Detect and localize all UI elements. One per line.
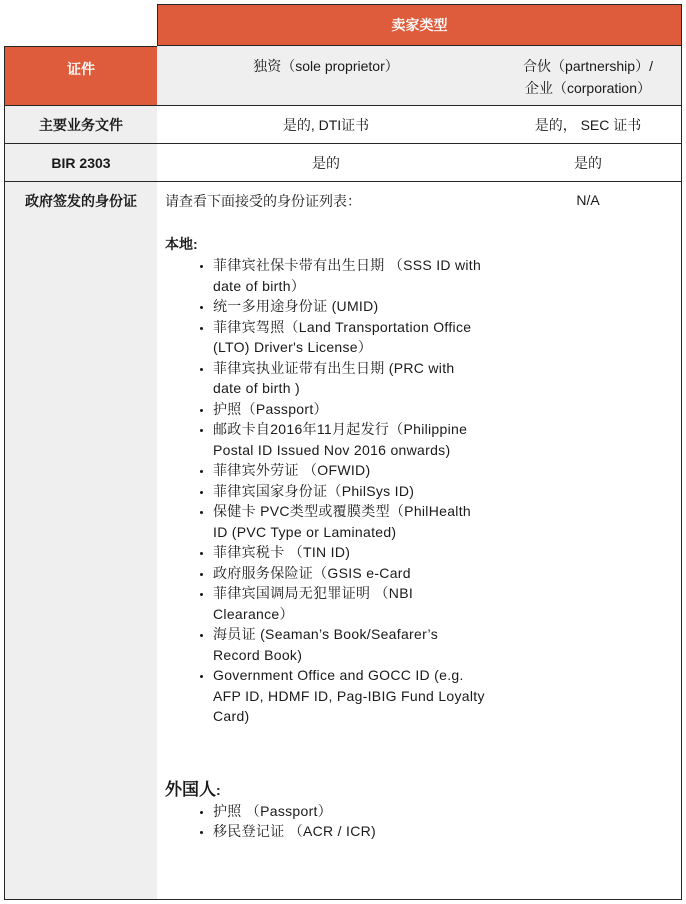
foreign-title: 外国人 — [165, 779, 216, 799]
local-id-item: • 菲律宾国家身份证（PhilSys ID) — [213, 481, 487, 502]
local-id-item: • 邮政卡自2016年11月起发行（Philippine Postal ID Issued Nov 2016 onwards) — [213, 419, 487, 460]
partnership-header — [495, 46, 682, 106]
local-id-item: • 保健卡 PVC类型或覆膜类型（PhilHealth ID (PVC Type or Laminated) — [213, 501, 487, 542]
foreign-title-row — [165, 779, 487, 801]
bir-label-text: BIR 2303 — [51, 154, 111, 171]
main-doc-corp — [495, 106, 682, 144]
local-title: 本地: — [165, 236, 198, 252]
sole-proprietor-header-text: 独资（sole proprietor） — [253, 58, 399, 74]
local-id-item: • 菲律宾国调局无犯罪证明 （NBI Clearance） — [213, 583, 487, 624]
sole-proprietor-header — [157, 46, 496, 106]
bir-sole — [157, 144, 496, 182]
seller-type-header — [157, 4, 682, 46]
gov-id-label-text: 政府签发的身份证 — [25, 193, 137, 209]
gov-id-sole — [157, 182, 496, 900]
bir-sole-text: 是的 — [312, 154, 340, 171]
main-doc-label-text: 主要业务文件 — [39, 116, 123, 133]
cert-header-text: 证件 — [67, 61, 95, 77]
local-id-item: • 菲律宾税卡 （TIN ID) — [213, 542, 487, 563]
bir-corp — [495, 144, 682, 182]
gov-id-corp — [495, 182, 682, 900]
partnership-header-line2: 企业（corporation） — [524, 80, 652, 96]
local-id-item: • 政府服务保险证（GSIS e-Card — [213, 563, 487, 584]
foreign-id-list — [165, 801, 487, 842]
cert-header — [4, 46, 158, 106]
local-id-item: • 菲律宾驾照（Land Transportation Office (LTO) Driver's License） — [213, 317, 487, 358]
foreign-id-item: • 护照 （Passport） — [213, 801, 487, 822]
bir-label — [4, 144, 158, 182]
local-id-item: • Government Office and GOCC ID (e.g. AFP ID, HDMF ID, Pag-IBIG Fund Loyalty Card) — [213, 665, 487, 727]
local-id-item: • 护照（Passport） — [213, 399, 487, 420]
local-id-list — [165, 255, 487, 727]
bir-corp-text: 是的 — [574, 154, 602, 171]
foreign-title-colon: : — [216, 781, 221, 798]
local-id-item: • 菲律宾外劳证 （OFWID) — [213, 460, 487, 481]
partnership-header-line1: 合伙（partnership）/ — [523, 58, 653, 74]
foreign-id-item: • 移民登记证 （ACR / ICR) — [213, 821, 487, 842]
gov-id-intro: 请查看下面接受的身份证列表： — [165, 193, 361, 209]
local-id-item: • 海员证 (Seaman’s Book/Seafarer’s Record Book) — [213, 624, 487, 665]
gov-id-label — [4, 182, 158, 900]
seller-type-header-text: 卖家类型 — [391, 17, 448, 33]
main-doc-corp-text: 是的， SEC 证书 — [534, 116, 642, 133]
local-id-item: • 菲律宾社保卡带有出生日期 （SSS ID with date of birth） — [213, 255, 487, 296]
gov-id-corp-text: N/A — [576, 192, 600, 208]
main-doc-sole — [157, 106, 496, 144]
main-doc-sole-text: 是的, DTI证书 — [282, 116, 370, 133]
local-id-item: • 统一多用途身份证 (UMID) — [213, 296, 487, 317]
local-id-item: • 菲律宾执业证带有出生日期 (PRC with date of birth ) — [213, 358, 487, 399]
main-doc-label — [4, 106, 158, 144]
